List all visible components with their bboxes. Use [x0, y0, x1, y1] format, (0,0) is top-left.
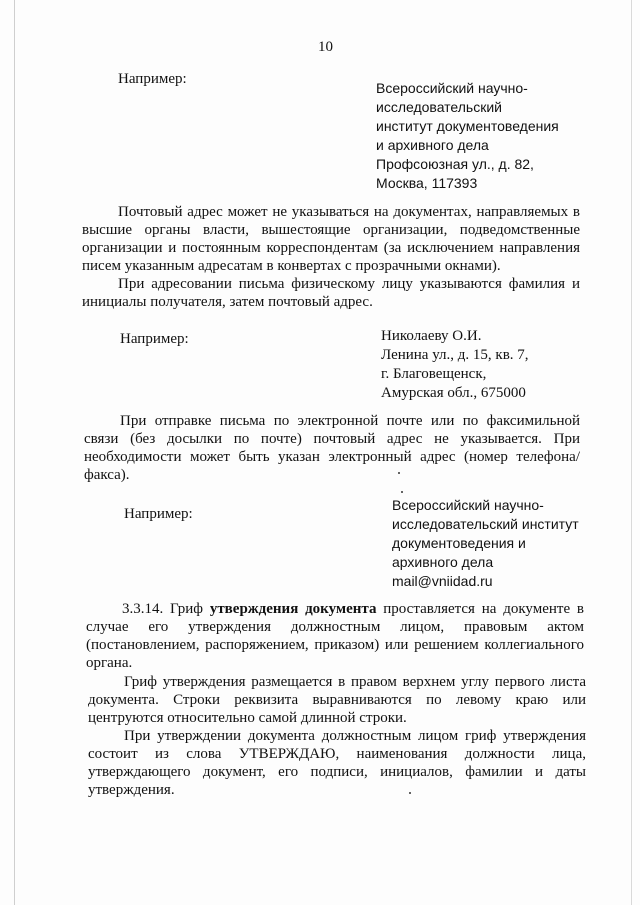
paragraph-stamp-placement — [88, 673, 586, 727]
paragraph-line: центруются относительно самой длинной строки. — [88, 710, 407, 726]
example-address-institute — [376, 79, 559, 193]
paragraph-email-fax — [84, 412, 580, 484]
section-first-line-rest: проставляется на документе в — [383, 601, 584, 617]
section-3-3-14 — [86, 600, 584, 672]
address-line: Всероссийский научно- — [392, 497, 544, 513]
paragraph-official-approval — [88, 727, 586, 799]
paragraph-line: организации и постоянным корреспондентам (за исключением направления — [82, 240, 580, 256]
address-line: г. Благовещенск, — [381, 366, 487, 382]
address-line: Профсоюзная ул., д. 82, — [376, 156, 534, 172]
paragraph-line: органа. — [86, 655, 133, 671]
example-label: Например: — [118, 71, 187, 87]
paragraph-line: Гриф утверждения размещается в правом верхнем углу первого листа — [124, 674, 586, 690]
paragraph-line: Почтовый адрес может не указываться на документах, направляемых в — [118, 204, 580, 220]
example-label: Например: — [124, 506, 193, 522]
paragraph-line: случае его утверждения должностным лицом, правовым актом — [86, 619, 584, 635]
email-address: mail@vniidad.ru — [392, 573, 493, 589]
address-line: и архивного дела — [376, 137, 489, 153]
paragraph-line: высшие органы власти, вышестоящие организации, подведомственные — [82, 222, 580, 238]
paragraph-line: При адресовании письма физическому лицу указываются фамилия и — [118, 276, 580, 292]
address-line: Ленина ул., д. 15, кв. 7, — [381, 347, 529, 363]
page-number: 10 — [318, 39, 333, 55]
paragraph-line: При отправке письма по электронной почте или по факсимильной — [120, 413, 580, 429]
address-line: архивного дела — [392, 554, 494, 570]
address-line: Всероссийский научно- — [376, 80, 528, 96]
example-address-individual — [381, 327, 529, 403]
paragraph-line: связи (без досылки по почте) почтовый адрес не указывается. При — [84, 431, 580, 447]
section-number: 3.3.14. Гриф — [122, 601, 204, 617]
paragraph-individual-recipient — [82, 275, 580, 311]
address-line: Николаеву О.И. — [381, 328, 482, 344]
address-line: исследовательский институт — [392, 516, 579, 532]
example-address-email — [392, 496, 579, 591]
scan-edge-right — [631, 0, 632, 905]
paragraph-line: При утверждении документа должностным лицом гриф утверждения — [124, 728, 586, 744]
paragraph-line: состоит из слова УТВЕРЖДАЮ, наименования должности лица, — [88, 746, 586, 762]
paragraph-line: инициалы получателя, затем почтовый адрес. — [82, 294, 373, 310]
section-term: утверждения документа — [209, 601, 377, 617]
paragraph-line: писем указанным адресатам в конвертах с прозрачными окнами). — [82, 258, 501, 274]
scan-edge-left — [14, 0, 15, 905]
section-first-line — [86, 600, 584, 618]
address-line: институт документоведения — [376, 118, 559, 134]
address-line: Москва, 117393 — [376, 175, 478, 191]
paragraph-line: необходимости может быть указан электронный адрес (номер телефона/ — [84, 449, 580, 465]
scan-speck — [401, 491, 403, 493]
paragraph-line: утверждения. — [88, 782, 175, 798]
paragraph-line: документа. Строки реквизита выравниваются по левому краю или — [88, 692, 586, 708]
paragraph-line: утверждающего документ, его подписи, инициалов, фамилии и даты — [88, 764, 586, 780]
scan-speck — [409, 792, 411, 794]
address-line: документоведения и — [392, 535, 526, 551]
paragraph-line: (постановлением, распоряжением, приказом) или решением коллегиального — [86, 637, 584, 653]
paragraph-line: факса). — [84, 467, 130, 483]
address-line: Амурская обл., 675000 — [381, 385, 526, 401]
paragraph-postal-address — [82, 203, 580, 275]
address-line: исследовательский — [376, 99, 502, 115]
example-label: Например: — [120, 331, 189, 347]
scan-speck — [398, 472, 400, 474]
